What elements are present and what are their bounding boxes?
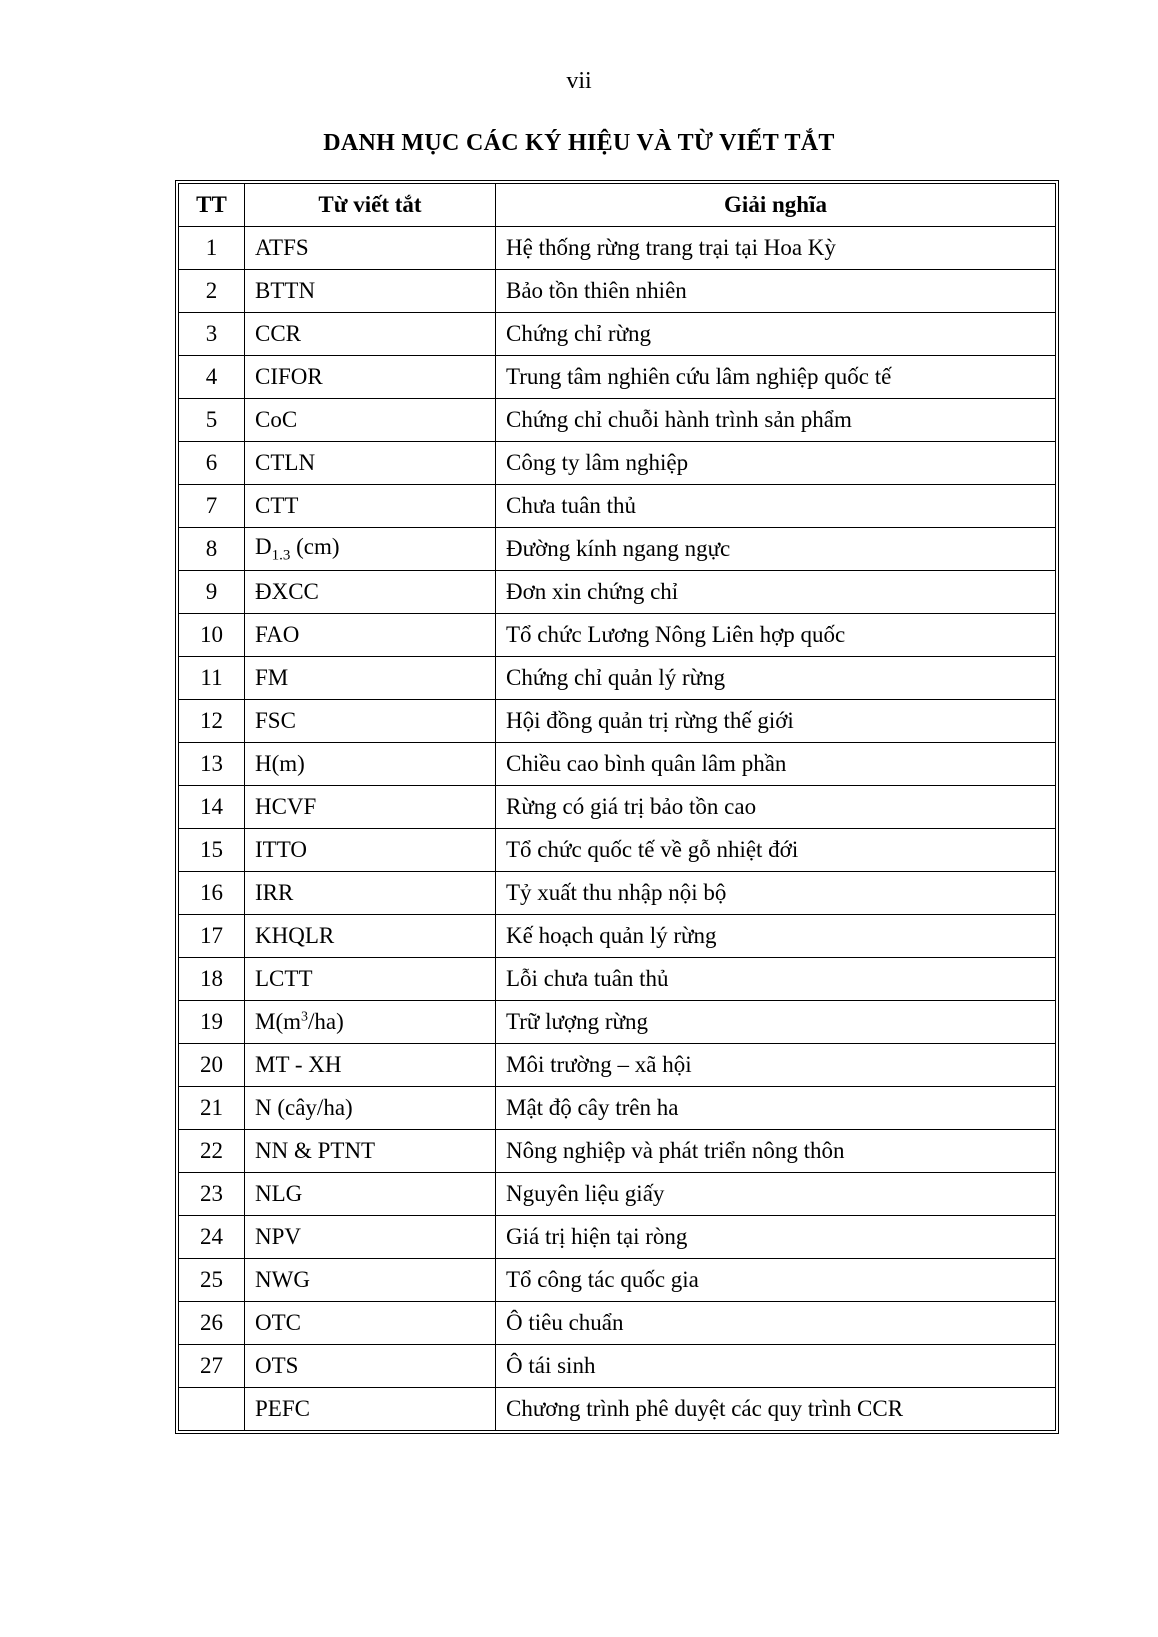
meaning-cell: Ô tái sinh [496, 1345, 1056, 1388]
abbreviation-text: PEFC [255, 1396, 310, 1421]
row-number: 19 [179, 1001, 245, 1044]
row-number: 24 [179, 1216, 245, 1259]
abbreviation-text: ITTO [255, 837, 307, 862]
table-row [179, 356, 1056, 399]
row-number: 6 [179, 442, 245, 485]
table-row [179, 1302, 1056, 1345]
row-number: 22 [179, 1130, 245, 1173]
table-row [179, 1259, 1056, 1302]
header-meaning: Giải nghĩa [496, 184, 1056, 227]
abbreviation-cell [245, 915, 496, 958]
abbreviation-cell [245, 270, 496, 313]
meaning-cell: Đường kính ngang ngực [496, 528, 1056, 571]
abbreviation-text: MT - XH [255, 1052, 342, 1077]
meaning-cell: Lỗi chưa tuân thủ [496, 958, 1056, 1001]
abbreviation-text: NLG [255, 1181, 303, 1206]
meaning-cell: Tổ chức Lương Nông Liên hợp quốc [496, 614, 1056, 657]
abbreviation-cell [245, 1087, 496, 1130]
abbreviation-cell [245, 1130, 496, 1173]
row-number: 12 [179, 700, 245, 743]
abbreviation-cell [245, 1345, 496, 1388]
table-header-row [179, 184, 1056, 227]
abbreviation-text: FM [255, 665, 289, 690]
meaning-cell: Rừng có giá trị bảo tồn cao [496, 786, 1056, 829]
table-row [179, 958, 1056, 1001]
meaning-cell: Đơn xin chứng chỉ [496, 571, 1056, 614]
meaning-cell: Chứng chỉ chuỗi hành trình sản phẩm [496, 399, 1056, 442]
abbreviation-text: CoC [255, 407, 298, 432]
abbreviation-cell [245, 872, 496, 915]
row-number: 1 [179, 227, 245, 270]
abbreviation-text: CIFOR [255, 364, 323, 389]
row-number: 17 [179, 915, 245, 958]
header-tt: TT [179, 184, 245, 227]
table-row [179, 1216, 1056, 1259]
table-row [179, 743, 1056, 786]
meaning-cell: Kế hoạch quản lý rừng [496, 915, 1056, 958]
row-number: 25 [179, 1259, 245, 1302]
abbreviation-text: BTTN [255, 278, 316, 303]
table-row [179, 915, 1056, 958]
row-number: 14 [179, 786, 245, 829]
meaning-cell: Hệ thống rừng trang trại tại Hoa Kỳ [496, 227, 1056, 270]
row-number: 10 [179, 614, 245, 657]
abbreviation-text: KHQLR [255, 923, 335, 948]
abbreviation-cell [245, 442, 496, 485]
table-row [179, 1001, 1056, 1044]
row-number: 11 [179, 657, 245, 700]
abbreviation-cell [245, 313, 496, 356]
abbreviation-superscript: 3 [301, 1009, 308, 1025]
abbreviation-text: LCTT [255, 966, 313, 991]
abbreviation-table [178, 183, 1056, 1431]
abbreviation-suffix: (cm) [290, 533, 340, 559]
abbreviation-cell [245, 657, 496, 700]
abbreviation-cell [245, 829, 496, 872]
abbreviation-text: CCR [255, 321, 302, 346]
meaning-cell: Tỷ xuất thu nhập nội bộ [496, 872, 1056, 915]
abbreviation-cell [245, 1302, 496, 1345]
row-number: 5 [179, 399, 245, 442]
row-number: 16 [179, 872, 245, 915]
row-number [179, 1388, 245, 1431]
table-row [179, 1130, 1056, 1173]
table-row [179, 786, 1056, 829]
meaning-cell: Chiều cao bình quân lâm phần [496, 743, 1056, 786]
abbreviation-text: FAO [255, 622, 300, 647]
row-number: 2 [179, 270, 245, 313]
abbreviation-table-frame [175, 180, 1059, 1434]
abbreviation-text: NN & PTNT [255, 1138, 376, 1163]
meaning-cell: Tổ chức quốc tế về gỗ nhiệt đới [496, 829, 1056, 872]
table-row [179, 1173, 1056, 1216]
meaning-cell: Ô tiêu chuẩn [496, 1302, 1056, 1345]
row-number: 3 [179, 313, 245, 356]
row-number: 8 [179, 528, 245, 571]
abbreviation-cell [245, 958, 496, 1001]
table-row [179, 399, 1056, 442]
meaning-cell: Chương trình phê duyệt các quy trình CCR [496, 1388, 1056, 1431]
abbreviation-cell [245, 614, 496, 657]
meaning-cell: Bảo tồn thiên nhiên [496, 270, 1056, 313]
abbreviation-cell [245, 571, 496, 614]
abbreviation-text: OTS [255, 1353, 299, 1378]
table-body [179, 227, 1056, 1431]
abbreviation-cell [245, 528, 496, 571]
meaning-cell: Tổ công tác quốc gia [496, 1259, 1056, 1302]
abbreviation-text: NPV [255, 1224, 302, 1249]
abbreviation-text: FSC [255, 708, 296, 733]
abbreviation-cell [245, 743, 496, 786]
abbreviation-text: M(m [255, 1009, 301, 1034]
table-row [179, 614, 1056, 657]
abbreviation-cell [245, 786, 496, 829]
meaning-cell: Trung tâm nghiên cứu lâm nghiệp quốc tế [496, 356, 1056, 399]
table-row [179, 571, 1056, 614]
abbreviation-cell [245, 227, 496, 270]
meaning-cell: Giá trị hiện tại ròng [496, 1216, 1056, 1259]
meaning-cell: Chứng chỉ quản lý rừng [496, 657, 1056, 700]
abbreviation-cell [245, 700, 496, 743]
row-number: 15 [179, 829, 245, 872]
table-row [179, 1087, 1056, 1130]
abbreviation-text: ĐXCC [255, 579, 319, 604]
row-number: 21 [179, 1087, 245, 1130]
table-row [179, 657, 1056, 700]
header-abbreviation: Từ viết tắt [245, 184, 496, 227]
row-number: 9 [179, 571, 245, 614]
meaning-cell: Chưa tuân thủ [496, 485, 1056, 528]
table-row [179, 270, 1056, 313]
table-row [179, 313, 1056, 356]
abbreviation-cell [245, 1259, 496, 1302]
table-row [179, 1345, 1056, 1388]
table-row [179, 1388, 1056, 1431]
meaning-cell: Chứng chỉ rừng [496, 313, 1056, 356]
abbreviation-suffix: /ha) [308, 1009, 344, 1034]
abbreviation-text: OTC [255, 1310, 301, 1335]
row-number: 4 [179, 356, 245, 399]
abbreviation-cell [245, 1216, 496, 1259]
abbreviation-cell [245, 1044, 496, 1087]
table-row [179, 700, 1056, 743]
abbreviation-cell [245, 485, 496, 528]
meaning-cell: Môi trường – xã hội [496, 1044, 1056, 1087]
row-number: 23 [179, 1173, 245, 1216]
abbreviation-cell [245, 1001, 496, 1044]
table-row [179, 442, 1056, 485]
abbreviation-text: CTLN [255, 450, 316, 475]
row-number: 7 [179, 485, 245, 528]
table-row [179, 485, 1056, 528]
abbreviation-text: IRR [255, 880, 294, 905]
row-number: 26 [179, 1302, 245, 1345]
abbreviation-text: ATFS [255, 235, 309, 260]
abbreviation-text: HCVF [255, 794, 317, 819]
meaning-cell: Nguyên liệu giấy [496, 1173, 1056, 1216]
meaning-cell: Trữ lượng rừng [496, 1001, 1056, 1044]
abbreviation-text: H(m) [255, 751, 305, 776]
table-row [179, 1044, 1056, 1087]
row-number: 18 [179, 958, 245, 1001]
row-number: 27 [179, 1345, 245, 1388]
abbreviation-text: NWG [255, 1267, 310, 1292]
meaning-cell: Mật độ cây trên ha [496, 1087, 1056, 1130]
abbreviation-cell [245, 399, 496, 442]
page-number: vii [566, 68, 592, 94]
abbreviation-subscript: 1.3 [271, 547, 291, 564]
meaning-cell: Hội đồng quản trị rừng thế giới [496, 700, 1056, 743]
meaning-cell: Nông nghiệp và phát triển nông thôn [496, 1130, 1056, 1173]
abbreviation-text: D [255, 533, 272, 559]
page-title: DANH MỤC CÁC KÝ HIỆU VÀ TỪ VIẾT TẮT [323, 130, 835, 156]
table-row [179, 829, 1056, 872]
row-number: 20 [179, 1044, 245, 1087]
table-row [179, 227, 1056, 270]
row-number: 13 [179, 743, 245, 786]
abbreviation-text: N (cây/ha) [255, 1095, 353, 1120]
abbreviation-text: CTT [255, 493, 299, 518]
table-row [179, 528, 1056, 571]
abbreviation-cell [245, 1173, 496, 1216]
abbreviation-cell [245, 1388, 496, 1431]
abbreviation-cell [245, 356, 496, 399]
meaning-cell: Công ty lâm nghiệp [496, 442, 1056, 485]
table-row [179, 872, 1056, 915]
